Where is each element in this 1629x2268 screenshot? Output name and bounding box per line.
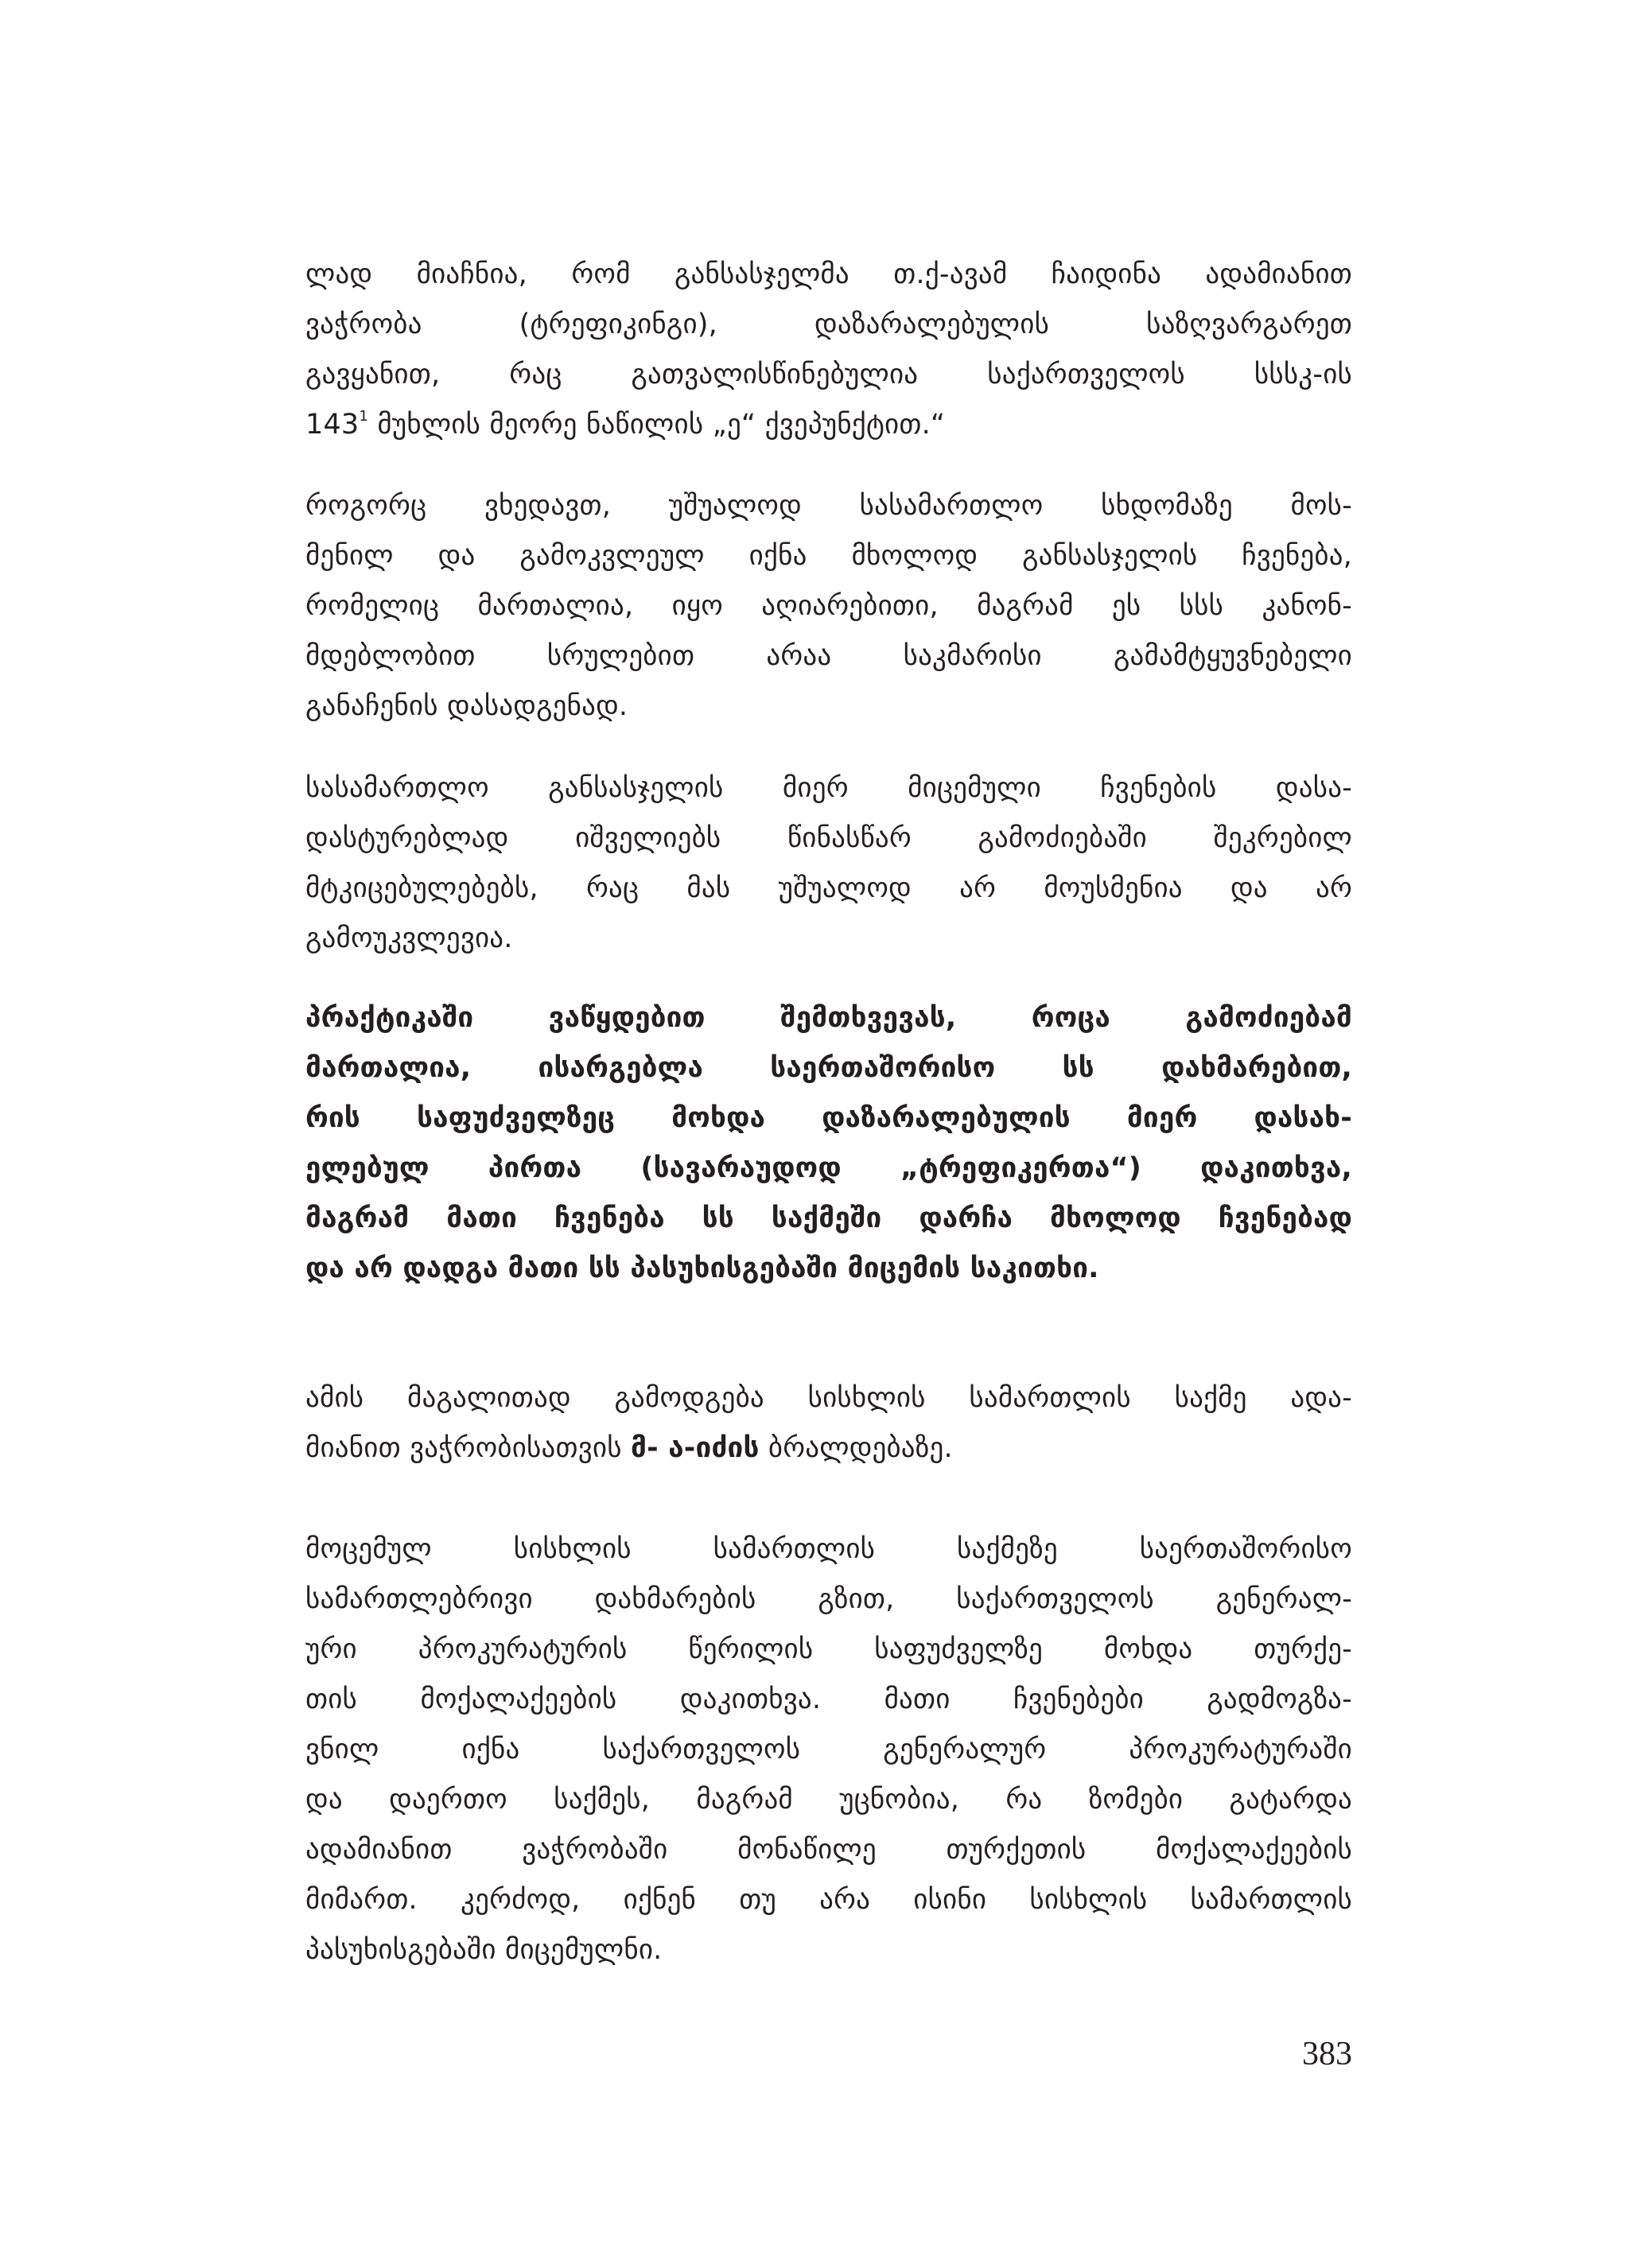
paragraph-line: მიმართ. კერძოდ, იქნენ თუ არა ისინი სისხლის სამართლის (305, 1884, 1352, 1916)
paragraph-line: მდებლობით სრულებით არაა საკმარისი გამამტყუვნებელი (305, 640, 1352, 672)
paragraph-line: მაგრამ მათი ჩვენება სს საქმეში დარჩა მხოლოდ ჩვენებად (305, 1202, 1352, 1234)
paragraph-2 (305, 481, 1352, 732)
paragraph-line: სასამართლო განსასჯელის მიერ მიცემული ჩვენების დასა- (305, 772, 1352, 804)
paragraph-line: როგორც ვხედავთ, უშუალოდ სასამართლო სხდომაზე მოს- (305, 490, 1352, 522)
paragraph-1 (305, 250, 1352, 450)
paragraph-line: რომელიც მართალია, იყო აღიარებითი, მაგრამ ეს სსს კანონ- (305, 590, 1352, 622)
paragraph-line: ადამიანით ვაჭრობაში მონაწილე თურქეთის მოქალაქეების (305, 1834, 1352, 1866)
paragraph-line: თის მოქალაქეების დაკითხვა. მათი ჩვენებები გადმოგზა- (305, 1684, 1352, 1715)
paragraph-line: სამართლებრივი დახმარების გზით, საქართველოს გენერალ- (305, 1583, 1352, 1615)
defendant-name: მ- ა-იძის (631, 1432, 760, 1464)
paragraph-5 (305, 1373, 1352, 1474)
paragraph-line: ვაჭრობა (ტრეფიკინგი), დაზარალებულის საზღვარგარეთ (305, 309, 1352, 340)
line-text: მუხლის მეორე ნაწილის „ე“ ქვეპუნქტით.“ (368, 409, 946, 441)
article-number: 143 (305, 409, 360, 441)
paragraph-line: მენილ და გამოკვლეულ იქნა მხოლოდ განსასჯელის ჩვენება, (305, 540, 1352, 572)
paragraph-line: პასუხისგებაში მიცემულნი. (305, 1934, 663, 1966)
paragraph-line: მოცემულ სისხლის სამართლის საქმეზე საერთაშორისო (305, 1533, 1352, 1565)
paragraph-last-line (305, 400, 1352, 450)
paragraph-line: დასტურებლად იშველიებს წინასწარ გამოძიებაში შეკრებილ (305, 822, 1352, 854)
paragraph-line: გავყანით, რაც გათვალისწინებულია საქართველოს სსსკ-ის (305, 359, 1352, 390)
paragraph-line: ლად მიაჩნია, რომ განსასჯელმა თ.ქ-ავამ ჩაიდინა ადამიანით (305, 258, 1352, 290)
page-number: 383 (1302, 2036, 1352, 2072)
article-superscript: 1 (359, 408, 369, 425)
paragraph-3 (305, 763, 1352, 964)
paragraph-line: მართალია, ისარგებლა საერთაშორისო სს დახმარებით, (305, 1052, 1352, 1084)
paragraph-4-bold (305, 993, 1352, 1294)
paragraph-line: მტკიცებულებებს, რაც მას უშუალოდ არ მოუსმენია და არ (305, 872, 1352, 904)
paragraph-line: და არ დადგა მათი სს პასუხისგებაში მიცემის საკითხი. (305, 1252, 1099, 1284)
paragraph-line: ამის მაგალითად გამოდგება სისხლის სამართლის საქმე ადა- (305, 1382, 1352, 1414)
paragraph-6 (305, 1524, 1352, 1975)
paragraph-line: ური პროკურატურის წერილის საფუძველზე მოხდა თურქე- (305, 1633, 1352, 1665)
paragraph-line: განაჩენის დასადგენად. (305, 690, 628, 722)
line-text: მიანით ვაჭრობისათვის (305, 1432, 632, 1464)
paragraph-line: ვნილ იქნა საქართველოს გენერალურ პროკურატურაში (305, 1734, 1352, 1765)
paragraph-line: პრაქტიკაში ვაწყდებით შემთხვევას, როცა გამოძიებამ (305, 1002, 1352, 1034)
line-text: ბრალდებაზე. (759, 1432, 953, 1464)
paragraph-line: და დაერთო საქმეს, მაგრამ უცნობია, რა ზომები გატარდა (305, 1784, 1352, 1816)
paragraph-last-line (305, 1423, 1352, 1474)
paragraph-line: ელებულ პირთა (სავარაუდოდ „ტრეფიკერთა“) დაკითხვა, (305, 1152, 1352, 1184)
paragraph-line: რის საფუძველზეც მოხდა დაზარალებულის მიერ დასახ- (305, 1102, 1352, 1134)
paragraph-line: გამოუკვლევია. (305, 922, 513, 954)
